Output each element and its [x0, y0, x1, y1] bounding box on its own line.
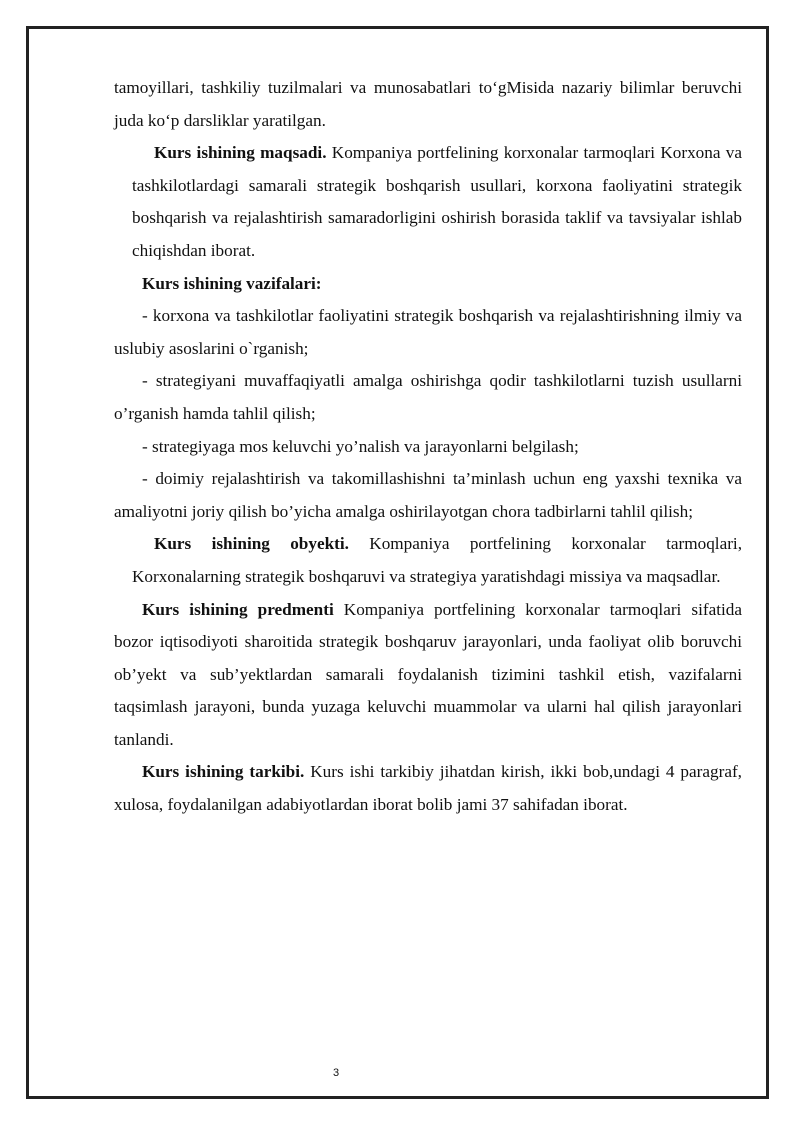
structure-text: Kurs ishi tarkibiy jihatdan kirish, ikki bob,undagi 4 paragraf, xulosa, foydalanilgan adabiyotlardan iborat bolib jami 37 sahifadan iborat.	[114, 762, 742, 815]
goal-heading: Kurs ishining maqsadi.	[154, 143, 327, 163]
object-heading: Kurs ishining obyekti.	[154, 534, 349, 554]
subject-text: Kompaniya portfelining korxonalar tarmoqlari sifatida bozor iqtisodiyoti sharoitida strategik boshqaruv jarayonlari, unda faoliyat olib boruvchi ob’yekt va sub’yektlardan samarali foydalanish tizimini tashkil etish, vazifalarni taqsimlash jarayoni, bunda yuzaga keluvchi muammolar va ularni hal qilish jarayonlari tanlandi.	[114, 599, 742, 749]
object-text: Kompaniya portfelining korxonalar tarmoqlari, Korxonalarning strategik boshqaruvi va strategiya yaratishdagi missiya va maqsadlar.	[132, 534, 742, 586]
goal-text: Kompaniya portfelining korxonalar tarmoqlari Korxona va tashkilotlardagi samarali strategik boshqarish usullari, korxona faoliyatini strategik boshqarish va rejalashtirish samaradorligini oshirish borasida taklif va tavsiyalar ishlab chiqishdan iborat.	[132, 143, 742, 260]
structure-heading: Kurs ishining tarkibi.	[142, 762, 305, 782]
subject-heading: Kurs ishining predmenti	[142, 599, 334, 619]
page-number: 3	[332, 1067, 340, 1079]
document-body	[114, 72, 742, 822]
tasks-heading: Kurs ishining vazifalari:	[142, 273, 322, 293]
task-item-3: - strategiyaga mos keluvchi yo’nalish va jarayonlarni belgilash;	[142, 436, 579, 456]
paragraph-intro: tamoyillari, tashkiliy tuzilmalari va munosabatlari to‘gMisida nazariy bilimlar beruvchi juda ko‘p darsliklar yaratilgan.	[114, 78, 742, 130]
task-item-4: - doimiy rejalashtirish va takomillashishni ta’minlash uchun eng yaxshi texnika va amaliyotni joriy qilish bo’yicha amalga oshirilayotgan chora tadbirlarni tahlil qilish;	[114, 469, 742, 521]
paragraph-structure	[114, 756, 742, 821]
paragraph-goal	[114, 137, 742, 267]
task-item-1: - korxona va tashkilotlar faoliyatini strategik boshqarish va rejalashtirishning ilmiy va uslubiy asoslarini o`rganish;	[114, 306, 742, 358]
paragraph-subject	[114, 594, 742, 757]
paragraph-object	[114, 528, 742, 593]
task-item-2: - strategiyani muvaffaqiyatli amalga oshirishga qodir tashkilotlarni tuzish usullarni o’rganish hamda tahlil qilish;	[114, 371, 742, 423]
